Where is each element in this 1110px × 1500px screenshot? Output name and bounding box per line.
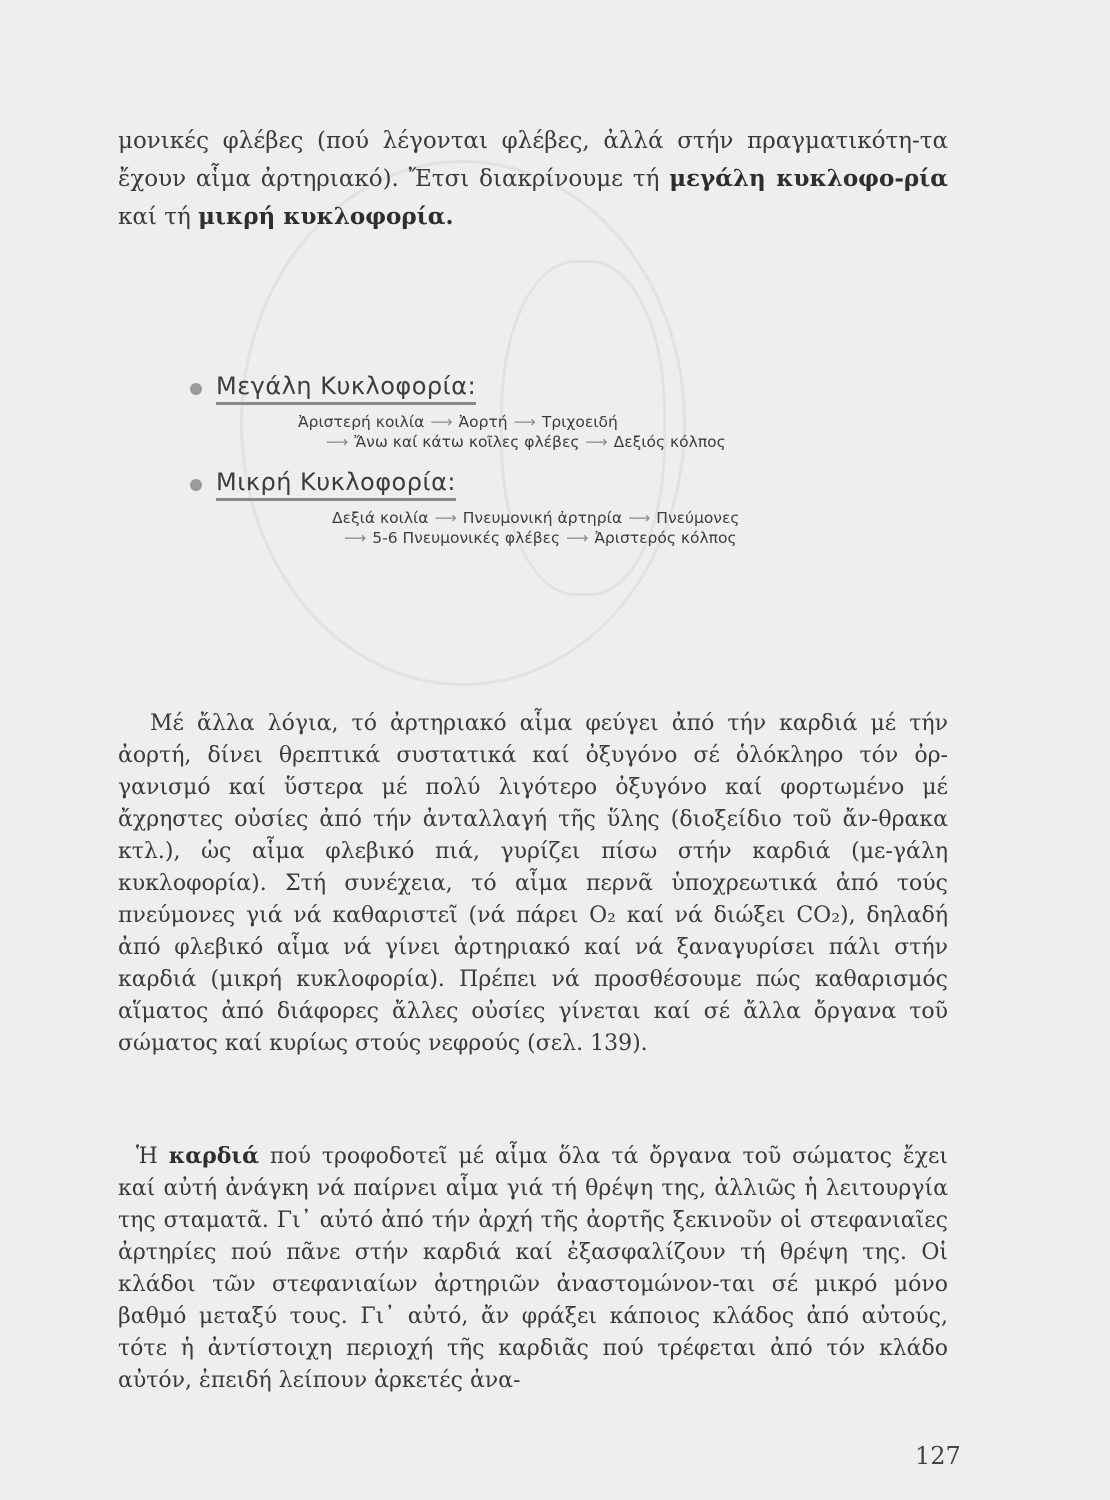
step: Δεξιά κοιλία [332,509,429,527]
step: Πνεύμονες [656,509,740,527]
arrow-icon: ⟶ [585,433,608,451]
arrow-icon: ⟶ [434,509,457,527]
big-circulation-line-1 [298,413,958,431]
step: Ἄνω καί κάτω κοῖλες φλέβες [354,433,580,451]
small-circulation-line-1 [332,509,992,527]
big-circulation-title: Μεγάλη Κυκλοφορία: [216,372,476,405]
step: Ἀριστερή κοιλία [298,413,425,431]
term-big-circulation: μεγάλη κυκλοφο-ρία [669,165,948,192]
step: 5-6 Πνευμονικές φλέβες [372,529,561,547]
term-heart: καρδιά [168,1143,260,1169]
step: Πνευμονική ἀρτηρία [462,509,623,527]
paragraph-circulation: Μέ ἄλλα λόγια, τό ἀρτηριακό αἷμα φεύγει ἀπό τήν καρδιά μέ τήν ἀορτή, δίνει θρεπτικά συστατικά καί ὀξυγόνο σέ ὁλόκληρο τόν ὀρ-γανισμό καί ὕστερα μέ πολύ λιγότερο ὀξυγόνο καί φορτωμένο μέ ἄχρηστες οὐσίες ἀπό τήν ἀνταλλαγή τῆς ὕλης (διοξείδιο τοῦ ἄν-θρακα κτλ.), ὡς αἷμα φλεβικό πιά, γυρίζει πίσω στήν καρδιά (με-γάλη κυκλοφορία). Στή συνέχεια, τό αἷμα περνᾶ ὑποχρεωτικά ἀπό τούς πνεύμονες γιά νά καθαριστεῖ (νά πάρει O₂ καί νά διώξει CO₂), δηλαδή ἀπό φλεβικό αἷμα νά γίνει ἀρτηριακό καί νά ξαναγυρίσει πάλι στήν καρδιά (μικρή κυκλοφορία). Πρέπει νά προσθέσουμε πώς καθαρισμός αἵματος ἀπό διάφορες ἄλλες οὐσίες γίνεται καί σέ ἄλλα ὄργανα τοῦ σώματος καί κυρίως στούς νεφρούς (σελ. 139). [118,711,948,1056]
step: Τριχοειδή [541,413,618,431]
arrow-icon: ⟶ [628,509,651,527]
page-number: 127 [915,1442,961,1470]
bullet-icon [190,479,202,491]
paragraph-heart-text: πού τροφοδοτεῖ μέ αἷμα ὅλα τά ὄργανα τοῦ σώματος ἔχει καί αὐτή ἀνάγκη νά παίρνει αἷμα γιά τή θρέψη της, ἀλλιῶς ἡ λειτουργία της σταματᾶ. Γι᾽ αὐτό ἀπό τήν ἀρχή τῆς ἀορτῆς ξεκινοῦν οἱ στεφανιαῖες ἀρτηρίες πού πᾶνε στήν καρδιά καί ἐξασφαλίζουν τή θρέψη της. Οἱ κλάδοι τῶν στεφανιαίων ἀρτηριῶν ἀναστομώνον-ται σέ μικρό μόνο βαθμό μεταξύ τους. Γι᾽ αὐτό, ἄν φράξει κάποιος κλάδος ἀπό αὐτούς, τότε ἡ ἀντίστοιχη περιοχή τῆς καρδιᾶς πού τρέφεται ἀπό τόν κλάδο αὐτόν, ἐπειδή λείπουν ἀρκετές ἀνα- [118,1144,949,1393]
big-circulation-schema [190,372,850,451]
term-small-circulation: μικρή κυκλοφορία. [198,203,454,230]
small-circulation-title: Μικρή Κυκλοφορία: [216,468,456,501]
top-paragraph-text: μονικές φλέβες (πού λέγονται φλέβες, ἀλλά στήν πραγματικότη-τα ἔχουν αἷμα ἀρτηριακό). Ἔτσι διακρίνουμε τή [118,128,948,192]
top-paragraph-mid: καί τή [118,204,199,230]
small-circulation-header [190,468,850,501]
arrow-icon: ⟶ [513,413,536,431]
bullet-icon [190,383,202,395]
arrow-icon: ⟶ [326,433,349,451]
arrow-icon: ⟶ [430,413,453,431]
step: Δεξιός κόλπος [613,433,726,451]
arrow-icon: ⟶ [566,529,589,547]
arrow-icon: ⟶ [344,529,367,547]
small-circulation-schema [190,468,850,547]
big-circulation-line-2 [320,433,980,451]
step: Ἀριστερός κόλπος [594,529,737,547]
paragraph-heart-lead: Ἡ [136,1144,169,1169]
paragraph-heart [118,1140,948,1397]
big-circulation-header [190,372,850,405]
top-paragraph [118,122,948,236]
small-circulation-line-2 [338,529,998,547]
step: Ἀορτή [458,413,508,431]
